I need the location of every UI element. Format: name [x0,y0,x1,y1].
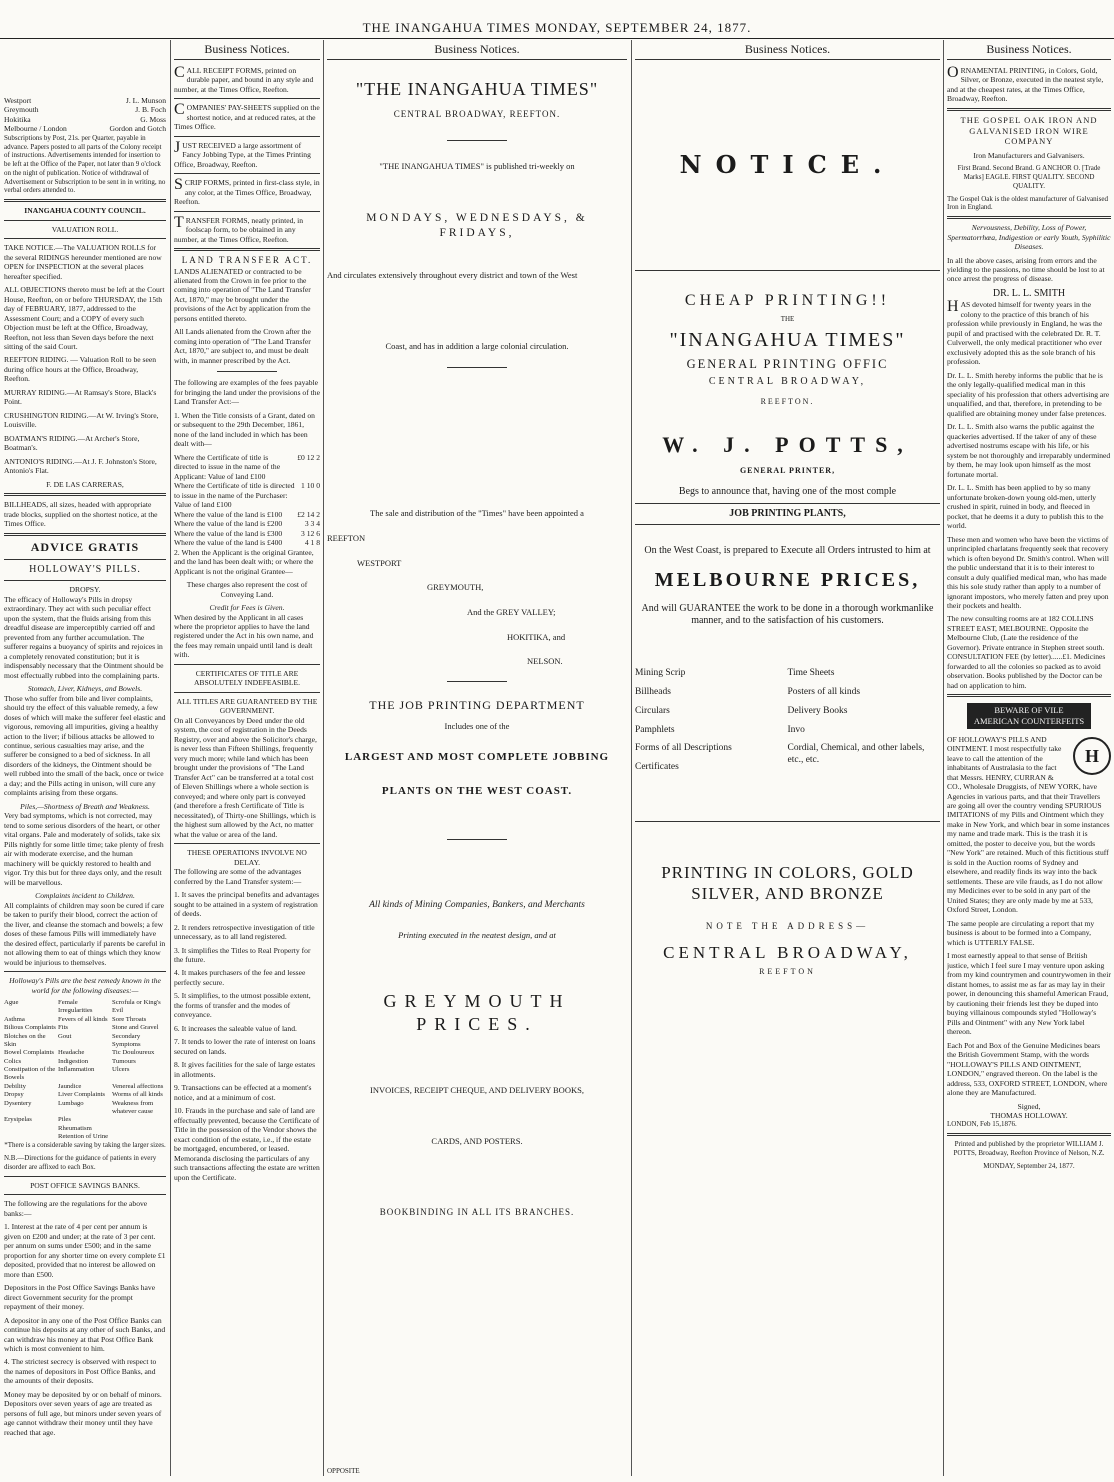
advantage-item: 7. It tends to lower the rate of interest on loans secured on lands. [174,1037,316,1056]
agent-name: G. Moss [140,114,166,124]
dr-name: DR. L. L. SMITH [992,287,1066,299]
advantage-item: 4. It makes purchasers of the fee and lessee perfectly secure. [174,968,306,987]
credit-text: When desired by the Applicant in all cases where the proprietor applies to have the land registered under the Act in his own name, and the fees may remain unpaid until land is dealt with. [174,612,314,660]
disease-cell: Asthma [4,1015,25,1023]
gospel-title: THE GOSPEL OAK IRON AND GALVANISED IRON WIRE COMPANY [960,114,1098,147]
paper-address: CENTRAL BROADWAY, REEFTON. [393,108,561,119]
council-title: INANGAHUA COUNTY COUNCIL. [24,206,146,216]
column-2 [174,40,320,1478]
greymouth-prices: GREYMOUTH PRICES. [383,991,571,1034]
guar-text: On all Conveyances by Deed under the old system, the cost of registration in the Deeds Registry, over and above the Solicitor's charge, is never less than Fifteen Shillings, frequently very much more; while land which has been brought under the provisions of "The Land Transfer Act" can be transferred at a total cost of Eleven Shillings where a whole section is conveyed; and where only part is conveyed (and therefore a fresh Certificate of Title is necessitated), of Thirty-one Shillings, which is the highest sum allowed by the Act, no matter what the value or area of the land. [174,715,317,839]
reg-item: Depositors in the Post Office Savings Banks have direct Government security for the prompt repayment of their money. [4,1283,156,1312]
agent-name: J. L. Munson [125,96,166,105]
dr-text: Dr. L. L. Smith also warns the public against the quackeries advertised. If the taker of any of these advertised nostrums escape with his life, or his system be not thoroughly and irreparably undermined by them, he may look upon himself as the most fortunate mortal. [947,422,1111,479]
body-text: Those who suffer from bile and liver complaints, should try the effect of this valuable remedy, a few doses of which will make the sufferer feel elastic and vigorous, removing all impurities, giving a healthy action to the liver; if bilious attacks be allowed to continue, serious casualties may arise, and the sufferer be consigned to a bed of sickness. In all disorders of the kidneys, the Ointment should be well rubbed into the small of the back, once or twice a day; and the Pills acting in unison, will cure any complaints arising from these organs. [4,693,166,798]
town-item: And the GREY VALLEY; [467,606,556,617]
holloway-body: OF HOLLOWAY'S PILLS AND OINTMENT. I most respectfully take leave to call the attention of the inhabitants of Australasia to the fact that Messrs. HENRY, CURRAN & CO., Wholesale Druggists, of NEW YORK, have Agencies in various parts, and that their Travellers are going all over the country vending SPURIOUS IMITATIONS of my Pills and Ointment which they make in New York, and which bear in some instances my name and trade mark. This is the trash it is omitted, the poster to deceive you, but the words "New York" are retained. Much of this fictitious stuff is sold in the Auction rooms of Sydney and elsewhere, and readily finds its way into the back settlements. These are vile frauds, as I do not allow my Medicines ever to be sold in any part of the United States; they are only made by me at 533, Oxford Street, London. [947,734,1110,915]
notice-title: NOTICE. [679,150,896,179]
reg-item: 4. The strictest secrecy is observed with respect to the names of depositors in Post Office Banks, and the amounts of their deposits. [4,1357,157,1386]
dr-text: Dr. L. L. Smith has been applied to by so many unfortunate broken-down young old-men, utterly crushed in spirit, ruined in body, and fleeced in pocket, that he deems it a duty to publish this to the world. [947,483,1104,531]
towns-list [327,533,627,667]
disease-cell: Venereal affections [112,1082,164,1090]
dr-text: The new consulting rooms are at 182 COLLINS STREET EAST, MELBOURNE. Opposite the Melbourne Club, (Late the residence of the Governor). Private entrance in Stephen street south. CONSULTATION FEE (by letter)......£1. Medicines forwarded to all the colonies so packed as to avoid observation. Books published by the Doctor can be had on application to him. [947,614,1106,690]
service-item: Pamphlets [635,724,675,735]
roll-title: VALUATION ROLL. [51,224,119,234]
fee-amount: 3 12 6 [301,528,320,538]
circulation-text: And circulates extensively throughout every district and town of the West [327,270,578,281]
invoices-text: INVOICES, RECEIPT CHEQUE, AND DELIVERY BOOKS, [370,1085,584,1096]
holloway-title: HOLLOWAY'S PILLS. [29,563,141,575]
publish-days: MONDAYS, WEDNESDAYS, & FRIDAYS, [366,212,588,239]
disease-cell: Lumbago [58,1099,84,1107]
fee-amount: 4 1 8 [304,538,320,548]
valuation-notice: TAKE NOTICE.—The VALUATION ROLLS for the several RIDINGS hereunder mentioned are now OPEN for INSPECTION at the several places hereafter specified. [4,243,162,281]
disease-cell [112,1125,166,1133]
fee-amount: 1 10 0 [301,481,320,491]
services-right [788,668,941,781]
saving-note: *There is a considerable saving by taking the larger sizes. [4,1141,166,1150]
gospel-oldest: The Gospel Oak is the oldest manufacturer of Galvanised Iron in England. [947,194,1108,212]
disease-cell: Dysentery [4,1099,32,1107]
footer-text: OPPOSITE [327,1467,360,1476]
riding-item: MURRAY RIDING.—At Ramsay's Store, Black's Point. [4,387,157,407]
disease-cell: Piles [58,1116,72,1124]
disease-cell: Weakness from whatever cause [112,1099,154,1115]
lta-text: All Lands alienated from the Crown after the coming into operation of "The Land Transfer Act, 1870," are subject to, and must be dealt with, in manner prescribed by the Act. [174,327,311,365]
ops-text: The following are some of the advantages conferred by the Land Transfer system:— [174,867,302,886]
regs-intro: The following are the regulations for the above banks:— [4,1199,148,1218]
fee-label: Where the value of the land is £400 [174,538,283,548]
nb-note: N.B.—Directions for the guidance of patients in every disorder are affixed to each Box. [4,1154,157,1171]
riding-item: ANTONIO'S RIDING.—At J. F. Johnston's Store, Antonio's Flat. [4,456,157,476]
advantage-item: 10. Frauds in the purchase and sale of land are effectually prevented, because the Certificate of Title in the possession of the Vendor shows the exact condition of the estate, i.e., if the estate be mortgaged, encumbered, or leased. Memoranda disclosing the particulars of any such transactions affecting the estate are written upon the Certificate. [174,1106,320,1182]
sale-text: The sale and distribution of the "Times" have been appointed a [370,508,584,519]
agent-row [4,96,166,105]
service-item: Billheads [635,686,671,697]
disease-cell [4,1133,58,1141]
postoffice-title: POST OFFICE SAVINGS BANKS. [30,1180,140,1190]
town-item: REEFTON [327,533,366,543]
disease-cell: Headache [58,1049,85,1057]
printer-title: GENERAL PRINTER, [739,466,836,476]
column-heading: Business Notices. [174,40,320,60]
times-title: "INANGAHUA TIMES" [669,328,906,351]
fee-amount: £0 12 2 [297,452,320,462]
dr-text: HAS devoted himself for twenty years in the colony to the practice of this branch of his profession while previously in England, he was the pupil of and practised with the celebrated Dr. R. T. Culverwell, the only medical practitioner who ever exclusively adopted this as the sole branch of his profession. [947,298,1103,367]
circulation-text: Coast, and has in addition a large colonial circulation. [385,340,569,351]
guar-title: ALL TITLES ARE GUARANTEED BY THE GOVERNMENT. [176,696,318,716]
dropsy-title: DROPSY. [69,585,101,595]
ops-title: THESE OPERATIONS INVOLVE NO DELAY. [187,848,307,867]
fee-row [174,519,320,528]
ridings-list [4,355,166,475]
paper-title: "THE INANGAHUA TIMES" [355,79,599,99]
disease-cell: Scrofula or King's Evil [112,999,161,1015]
ad-call-receipt: CALL RECEIPT FORMS, printed on durable paper, and bound in any style and number, at the Times Office, Reefton. [174,64,314,94]
colors-text: PRINTING IN COLORS, GOLD SILVER, AND BRONZE [661,863,914,904]
advantage-item: 8. It gives facilities for the sale of large estates in allotments. [174,1060,316,1079]
reg-item: Money may be deposited by or on behalf of minors. Depositors over seven years of age are treated as persons of full age, but minors under seven years of age cannot withdraw their money until they have reached that age. [4,1389,162,1437]
column-5 [947,40,1111,1478]
town-item: GREYMOUTH, [427,582,484,593]
plants-title: JOB PRINTING PLANTS, [729,507,846,519]
agent-town: Hokitika [4,114,31,124]
advantage-item: 5. It simplifies, to the utmost possible extent, the forms of transfer and the modes of conveyance. [174,991,311,1020]
beware-line: BEWARE OF VILE [994,705,1064,716]
holloway-text: Each Pot and Box of the Genuine Medicines bears the British Government Stamp, with the words "HOLLOWAY'S PILLS AND OINTMENT, LONDON," engraved thereon. On the label is the address, 533, OXFORD STREET, LONDON, where alone they are Manufactured. [947,1040,1108,1098]
service-item: Forms of all Descriptions [635,743,732,754]
disease-cell: Dropsy [4,1091,24,1099]
remedy-heading: Holloway's Pills are the best remedy known in the world for the following diseases:— [9,976,161,995]
disease-cell: Liver Complaints [58,1091,105,1099]
body-text: The efficacy of Holloway's Pills in dropsy extraordinary. They act with such peculiar effect upon the system, that the fluids arising from this dreadful disease are imperceptibly carried off and prevented from any further accumulation. The sufferer regains a buoyancy of spirits and rejoices in a completely renovated constitution; but it is indispensably necessary that the Ointment should be most effectually rubbed into the complaining parts. [4,594,164,680]
central-broadway: CENTRAL BROADWAY, [708,376,867,388]
melbourne-prices: MELBOURNE PRICES, [654,568,921,591]
disease-cell: Constipation of the Bowels [4,1066,56,1082]
cards-text: CARDS, AND POSTERS. [431,1136,523,1146]
advantage-item: 2. It renders retrospective investigation of title unnecessary, as to all land registered. [174,922,315,942]
column-divider [943,40,944,1476]
gospel-sub: Iron Manufacturers and Galvanisers. [973,150,1085,160]
lta-text: LANDS ALIENATED or contracted to be alienated from the Crown in fee prior to the coming into operation of "The Land Transfer Act, 1870," may be brought under the provisions of the Act by application from the persons entitled thereto. [174,266,311,323]
potts-name: W. J. POTTS, [662,431,913,457]
service-item: Posters of all kinds [787,686,861,697]
beware-banner [967,703,1091,728]
kinds-text: All kinds of Mining Companies, Bankers, and Merchants [369,899,585,910]
lta-title: LAND TRANSFER ACT. [181,255,313,266]
signature: F. DE LAS CARRERAS, [46,479,124,489]
disease-cell: Gout [58,1032,72,1040]
dr-text: These men and women who have been the victims of unprincipled charlatans frequently seek that recovery which is often beyond Dr. Smith's control. When will the public understand that it is to their interest to consult a duly qualified medical man, who has made this his sole study rather than apply to a number of ignorant impostors, who merely fatten and prey upon their pockets and health. [947,534,1109,610]
subscription-notice: Subscriptions by Post, 21s. per Quarter, payable in advance. Papers posted to all parts of the Colony receipt of instructions. Advertisements intended for insertion to be left at the Office of the Paper, not later than 9 o'clock on the night of publication. Notice of withdrawal of Advertisement or Subscription to be sent in in writing, no verbal orders attended to. [4,133,166,195]
disease-cell [112,1116,166,1124]
agent-row [4,105,166,114]
masthead: THE INANGAHUA TIMES MONDAY, SEPTEMBER 24, 1877. [362,20,752,35]
fee-row [174,481,320,509]
dr-text: Dr. L. L. Smith hereby informs the public that he is the only legally-qualified medical man in this speciality of his profession that others advertising are unqualified, and that, therefore, in pretending to be qualified are obtaining money under false pretences. [947,370,1110,418]
advantage-item: 3. It simplifies the Titles to Real Property for the future. [174,945,311,964]
riding-item: REEFTON RIDING. — Valuation Roll to be seen during office hours at the Office, Broadway, Reefton. [4,355,157,384]
column-heading: Business Notices. [947,40,1111,60]
subheading: Complaints incident to Children. [35,891,135,901]
agent-row [4,124,166,133]
subheading: Stomach, Liver, Kidneys, and Bowels. [27,684,143,694]
town-item: NELSON. [527,656,563,667]
reefton-2: REEFTON [759,967,816,977]
fee-text: 1. When the Title consists of a Grant, dated on or subsequent to the 29th December, 1861, none of the land included in which has been dealt with— [174,410,315,449]
fee-label: Where the value of the land is £100 [174,509,283,519]
riding-item: BOATMAN'S RIDING.—At Archer's Store, Boatman's. [4,433,140,453]
agent-town: Westport [4,96,32,105]
includes-text: Includes one of the [444,720,510,731]
services-left [635,668,788,781]
top-rule [0,38,1114,39]
reefton-text: REEFTON. [760,396,815,406]
holloway-trademark-icon: H [1073,737,1111,775]
agents-list [4,96,166,134]
column-1 [4,40,166,1478]
fee-text: These charges also represent the cost of Conveying Land. [186,580,308,599]
fee-amount: 3 3 4 [304,519,320,529]
service-item: Delivery Books [787,705,848,716]
cheap-printing: CHEAP PRINTING!! [684,292,891,309]
ad-pay-sheets: COMPANIES' PAY-SHEETS supplied on the shortest notice, and at reduced rates, at the Times Office. [174,101,320,132]
disease-cell: Ulcers [112,1066,130,1074]
published-text: "THE INANGAHUA TIMES" is published tri-weekly on [379,160,575,171]
plants-text: PLANTS ON THE WEST COAST. [381,785,573,798]
disease-cell: Bowel Complaints [4,1049,54,1057]
nervous-heading: Nervousness, Debility, Loss of Power, Spermatorrhœa, Indigestion or early Youth, Syphilitic Diseases. [947,223,1111,252]
objections-text: ALL OBJECTIONS thereto must be left at the Court House, Reefton, on or before THURSDAY, the 15th day of FEBRUARY, 1877, addressed to the Assessment Court; and a COPY of every such Objection must be left at the Office, Broadway, Reefton, not less than Seven days before the next sitting of the said Court. [4,285,165,351]
body-text: All complaints of children may soon be cured if care be taken to purify their blood, correct the action of the liver, and cleanse the stomach and bowels; a few doses of these famous Pills will immediately have the desired effect, particularly if parents be careful in not allowing them to eat of things which they know would be injurious to themselves. [4,900,166,967]
disease-cell [4,1125,58,1133]
billheads-ad: BILLHEADS, all sizes, headed with appropriate trade blocks, supplied on the shortest notice, at the Times Office. [4,500,158,529]
disease-cell: Fevers of all kinds [58,1015,108,1023]
ad-scrip: SCRIP FORMS, printed in first-class style, in any color, at the Times Office, Broadway, Reefton. [174,176,320,207]
holloway-text: I most earnestly appeal to that sense of British justice, which I feel sure I may venture upon asking from my kind countrymen and countrywomen in their distant homes, to assist me as far as may lay in their power, in denouncing this shameful American Fraud, by cautioning their friends lest they be duped into buying villainous compounds styled "Holloway's Pills and Ointment" with any New York label thereon. [947,951,1111,1037]
service-item: Circulars [635,705,670,716]
service-item: Mining Scrip [635,667,686,678]
riding-item: CRUSHINGTON RIDING.—At W. Irving's Store, Louisville. [4,410,159,430]
service-item: Invo [787,724,805,735]
advantage-item: 1. It saves the principal benefits and advantages sought to be attained in a system of registration of deeds. [174,890,320,919]
holloway-text [947,735,1111,915]
gospel-brands: First Brand. Second Brand. G ANCHOR O. [Trade Marks] EAGLE. FIRST QUALITY. SECOND QUALITY. [957,164,1101,190]
central-broadway-2: CENTRAL BROADWAY, [663,942,912,962]
column-divider [631,40,632,1476]
fee-row [174,529,320,538]
the-text: THE [780,315,795,323]
column-heading: Business Notices. [327,40,627,60]
fee-label: Where the value of the land is £200 [174,519,283,529]
agent-name: Gordon and Gotch [109,124,166,134]
fee-amount: £2 14 2 [297,509,320,519]
disease-cell: Erysipelas [4,1116,32,1124]
disease-cell: Secondary Symptoms [112,1032,141,1048]
holloway-date: LONDON, Feb 15,1876. [947,1120,1017,1129]
cert-title: CERTIFICATES OF TITLE ARE ABSOLUTELY INDEFEASIBLE. [193,668,301,688]
fee-row [174,510,320,519]
disease-cell: Jaundice [58,1082,82,1090]
credit-title: Credit for Fees is Given. [209,603,285,613]
ad-transfer: TRANSFER FORMS, neatly printed, in foolscap form, to be obtained in any number, at the Times Office, Reefton. [174,213,304,244]
advice-title: ADVICE GRATIS [30,539,140,554]
imprint-date: MONDAY, September 24, 1877. [983,1161,1075,1170]
begs-text: Begs to announce that, having one of the most comple [678,486,897,498]
disease-cell: Indigestion [58,1057,89,1065]
fee-table [174,453,320,548]
disease-cell: Female Irregularities [58,999,93,1015]
subheading: Piles,—Shortness of Breath and Weakness. [20,801,150,811]
ad-type: JUST RECEIVED a large assortment of Fancy Jobbing Type, at the Times Printing Office, Broadway, Reefton. [174,138,311,169]
column-3 [327,40,627,1478]
disease-cell: Inflammation [58,1066,95,1074]
town-item: HOKITIKA, and [507,631,566,642]
disease-cell: Tumours [112,1057,136,1065]
agent-town: Melbourne / London [4,124,67,134]
disease-cell: Tic Douloureux [112,1049,155,1057]
holloway-signature: THOMAS HOLLOWAY. [990,1111,1068,1120]
fee-label: Where the Certificate of title is directed to issue in the name of the Purchaser: Value of land £100 [174,481,295,510]
largest-text: LARGEST AND MOST COMPLETE JOBBING [344,751,610,764]
ornamental-ad: ORNAMENTAL PRINTING, in Colors, Gold, Silver, or Bronze, executed in the neatest style, and at the cheapest rates, at the Times Office, Broadway, Reefton. [947,64,1104,104]
reg-item: 1. Interest at the rate of 4 per cent per annum is given on £200 and under; at the rate of 3 per cent. per annum on sums under £500; and in the same proportion for any shorter time on every complete £1 deposited, provided that no interest be allowed on more than £500. [4,1222,166,1279]
advantage-item: 9. Transactions can be effected at a moment's notice, and at a minimum of cost. [174,1083,312,1102]
column-4 [635,40,940,1478]
disease-cell: Colics [4,1057,22,1065]
printing-text: Printing executed in the neatest design, and at [398,929,556,940]
column-divider [323,40,324,1476]
disease-cell: Debility [4,1082,26,1090]
service-item: Time Sheets [787,667,835,678]
coast-text: On the West Coast, is prepared to Execute all Orders intrusted to him at [644,545,931,557]
note-text: NOTE THE ADDRESS— [705,920,870,931]
nervous-text: In all the above cases, arising from errors and the yielding to the passions, no time should be lost to at once arrest the progress of disease. [947,255,1105,284]
advantage-item: 6. It increases the saleable value of land. [174,1023,297,1033]
fee-row [174,538,320,547]
beware-line: AMERICAN COUNTERFEITS [973,715,1085,726]
reg-item: A depositor in any one of the Post Office Banks can continue his deposits at any other of such Banks, and can withdraw his money at that Post Office Bank which is most convenient to him. [4,1315,166,1353]
disease-cell: Retention of Urine [58,1133,109,1141]
general-printing: GENERAL PRINTING OFFIC [686,356,889,371]
column-heading: Business Notices. [635,40,940,60]
service-item: Certificates [635,762,679,773]
fees-intro: The following are examples of the fees payable for bringing the land under the provisions of the Land Transfer Act:— [174,378,320,407]
advantages-list [174,890,320,1182]
guarantee-text: And will GUARANTEE the work to be done in a thorough workmanlike manner, and to the satisfaction of his customers. [641,602,934,627]
column-divider [170,40,171,1476]
disease-cell: Bilious Complaints [4,1024,56,1032]
agent-name: J. B. Foch [135,105,166,115]
town-item: WESTPORT [357,557,402,568]
diseases-table [4,999,166,1141]
disease-cell: Sore Throats [112,1015,147,1023]
disease-cell: Stone and Gravel [112,1024,159,1032]
disease-cell: Blotches on the Skin [4,1032,46,1048]
disease-cell: Rheumatism [58,1124,92,1132]
fee-label: Where the value of the land is £300 [174,528,283,538]
disease-cell: Worms of all kinds [112,1091,163,1099]
disease-cell [112,1133,166,1141]
dept-title: THE JOB PRINTING DEPARTMENT [369,697,585,712]
fee-label: Where the Certificate of title is directed to issue in the name of the Applicant: Value of land £100 [174,452,281,481]
agent-row [4,115,166,124]
imprint-text: Printed and published by the proprietor WILLIAM J. POTTS, Broadway, Reefton Province of Nelson, N.Z. [953,1140,1105,1157]
agent-town: Greymouth [4,105,39,115]
service-item: Cordial, Chemical, and other labels, etc., etc. [787,743,925,766]
disease-cell: Ague [4,999,19,1007]
body-text: Very bad symptoms, which is not corrected, may tend to some serious disorders of the heart, or other vital organs. Pale and moderately of solids, take six Pills nightly for some little time; take plenty of fresh air with moderate exercise, and the human machinery will be quickly restored to health and vigor. Try this but for three days only, and the result will be marvellous. [4,811,164,887]
disease-cell: Fits [58,1024,69,1032]
holloway-text: The same people are circulating a report that my business is about to be formed into a Company, which is UTTERLY FALSE. [947,918,1095,947]
services-list [635,668,940,781]
fee-text: 2. When the Applicant is the original Grantee, and the land has been dealt with; or where the Applicant is not the original Grantee— [174,547,314,576]
signed-label: Signed, [1017,1101,1041,1111]
bookbinding-text: BOOKBINDING IN ALL ITS BRANCHES. [379,1206,575,1217]
fee-row [174,453,320,481]
